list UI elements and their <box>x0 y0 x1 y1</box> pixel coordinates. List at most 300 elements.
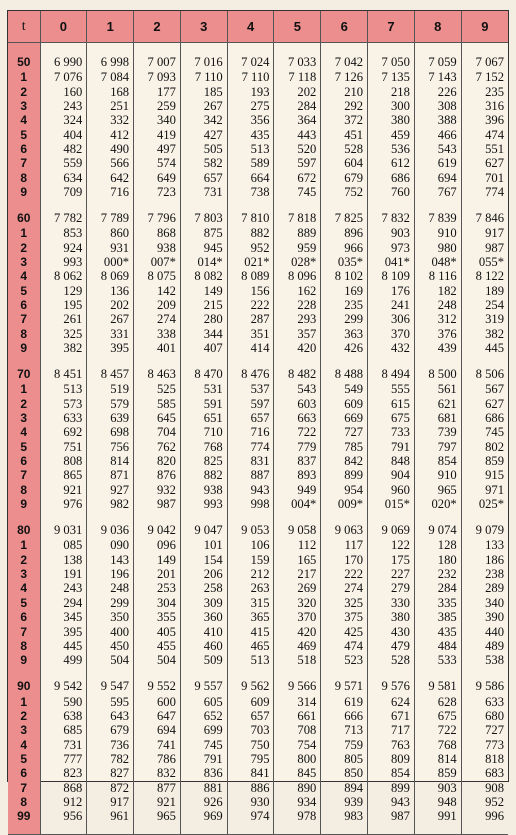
row-label-cell: 6 <box>8 454 40 468</box>
value-cell: 751 <box>40 440 87 454</box>
value-cell: 253 <box>134 581 181 595</box>
value-cell: 504 <box>87 653 134 667</box>
value-cell: 8 457 <box>87 366 134 382</box>
value-cell: 686 <box>368 170 415 184</box>
table-row <box>8 610 508 624</box>
value-cell: 894 <box>321 780 368 794</box>
value-cell: 210 <box>321 84 368 98</box>
value-cell: 149 <box>134 553 181 567</box>
value-cell: 633 <box>485 694 504 709</box>
value-cell: 284 <box>274 99 321 113</box>
spacer-cell <box>134 355 181 366</box>
table-row <box>8 766 508 780</box>
value-cell: 7 024 <box>227 54 274 70</box>
value-cell: 254 <box>485 297 504 312</box>
value-cell: 686 <box>485 411 504 426</box>
value-cell: 388 <box>414 113 461 127</box>
value-cell: 976 <box>40 497 87 511</box>
value-cell: 331 <box>87 327 134 341</box>
value-cell: 574 <box>134 156 181 170</box>
value-cell: 136 <box>87 283 134 297</box>
value-cell: 128 <box>414 538 461 552</box>
value-cell: 7 050 <box>368 54 415 70</box>
value-cell: 773 <box>485 737 504 752</box>
value-cell: 279 <box>368 581 415 595</box>
row-label-cell: 4 <box>8 737 40 751</box>
header-cell-1: 1 <box>87 11 134 43</box>
row-label-cell: 3 <box>8 411 40 425</box>
table-row <box>8 624 508 638</box>
value-cell: 248 <box>87 581 134 595</box>
value-cell: 299 <box>87 596 134 610</box>
value-cell: 340 <box>134 113 181 127</box>
spacer-cell <box>414 823 461 835</box>
value-cell: 980 <box>414 240 461 254</box>
value-cell: 9 542 <box>40 678 87 694</box>
spacer-cell <box>461 43 508 55</box>
value-cell: 419 <box>134 127 181 141</box>
value-cell: 294 <box>40 596 87 610</box>
value-cell: 459 <box>368 127 415 141</box>
value-cell: 465 <box>227 639 274 653</box>
value-cell: 435 <box>227 127 274 141</box>
value-cell: 096 <box>134 538 181 552</box>
table-row <box>8 678 508 694</box>
value-cell: 376 <box>414 327 461 341</box>
value-cell: 954 <box>321 483 368 497</box>
table-row <box>8 653 508 667</box>
value-cell: 396 <box>485 113 504 128</box>
value-cell: 998 <box>227 497 274 511</box>
value-cell: 306 <box>368 312 415 326</box>
table-row <box>8 54 508 70</box>
row-label-cell: 4 <box>8 425 40 439</box>
spacer-cell <box>8 199 40 210</box>
value-cell: 745 <box>274 185 321 199</box>
table-row <box>8 795 508 809</box>
spacer-row <box>8 511 508 522</box>
spacer-cell <box>321 667 368 678</box>
value-cell: 8 102 <box>321 269 368 283</box>
value-cell: 149 <box>180 283 227 297</box>
header-cell-4: 4 <box>227 11 274 43</box>
spacer-cell <box>134 43 181 55</box>
table-row <box>8 170 508 184</box>
spacer-cell <box>368 823 415 835</box>
value-cell: 7 033 <box>274 54 321 70</box>
value-cell: 993 <box>40 255 87 269</box>
value-cell: 267 <box>180 99 227 113</box>
row-label-cell: 60 <box>8 210 40 226</box>
value-cell: 872 <box>87 780 134 794</box>
value-cell: 8 482 <box>274 366 321 382</box>
spacer-cell <box>87 823 134 835</box>
row-label-cell: 4 <box>8 581 40 595</box>
value-cell: 156 <box>227 283 274 297</box>
spacer-cell <box>227 667 274 678</box>
value-cell: 430 <box>368 624 415 638</box>
value-cell: 520 <box>274 142 321 156</box>
log-table <box>8 11 508 835</box>
value-cell: 943 <box>368 795 415 809</box>
value-cell: 694 <box>134 723 181 737</box>
value-cell: 519 <box>87 382 134 396</box>
value-cell: 704 <box>134 425 181 439</box>
value-cell: 971 <box>485 482 504 497</box>
value-cell: 154 <box>180 553 227 567</box>
value-cell: 8 109 <box>368 269 415 283</box>
value-cell: 7 825 <box>321 210 368 226</box>
value-cell: 410 <box>180 624 227 638</box>
spacer-cell <box>227 199 274 210</box>
value-cell: 831 <box>227 454 274 468</box>
value-cell: 860 <box>87 226 134 240</box>
value-cell: 8 506 <box>475 367 504 382</box>
value-cell: 657 <box>180 170 227 184</box>
value-cell: 202 <box>87 298 134 312</box>
value-cell: 385 <box>414 610 461 624</box>
value-cell: 868 <box>134 226 181 240</box>
value-cell: 785 <box>321 440 368 454</box>
value-cell: 309 <box>180 596 227 610</box>
value-cell: 865 <box>40 468 87 482</box>
spacer-cell <box>40 355 87 366</box>
row-label-cell: 6 <box>8 142 40 156</box>
spacer-cell <box>227 823 274 835</box>
value-cell: 634 <box>40 170 87 184</box>
value-cell: 538 <box>485 653 504 668</box>
value-cell: 567 <box>485 382 504 397</box>
value-cell: 8 470 <box>180 366 227 382</box>
value-cell: 400 <box>87 624 134 638</box>
header-cell-9: 9 <box>461 11 508 43</box>
value-cell: 324 <box>40 113 87 127</box>
value-cell: 800 <box>274 752 321 766</box>
value-cell: 934 <box>274 795 321 809</box>
value-cell: 877 <box>134 780 181 794</box>
value-cell: 450 <box>87 639 134 653</box>
header-cell-7: 7 <box>368 11 415 43</box>
row-label-cell: 1 <box>8 70 40 84</box>
value-cell: 469 <box>274 639 321 653</box>
value-cell: 945 <box>180 240 227 254</box>
spacer-cell <box>8 43 40 55</box>
value-cell: 850 <box>321 766 368 780</box>
value-cell: 987 <box>485 240 504 255</box>
value-cell: 633 <box>40 411 87 425</box>
table-row <box>8 723 508 737</box>
value-cell: 760 <box>368 185 415 199</box>
spacer-cell <box>180 667 227 678</box>
value-cell: 316 <box>485 98 504 113</box>
table-row <box>8 255 508 269</box>
value-cell: 9 576 <box>368 678 415 694</box>
value-cell: 543 <box>414 142 461 156</box>
value-cell: 175 <box>368 553 415 567</box>
spacer-cell <box>87 511 134 522</box>
table-row <box>8 156 508 170</box>
value-cell: 315 <box>227 596 274 610</box>
value-cell: 275 <box>227 99 274 113</box>
value-cell: 439 <box>414 341 461 355</box>
spacer-cell <box>180 355 227 366</box>
value-cell: 117 <box>321 538 368 552</box>
value-cell: 818 <box>485 751 504 766</box>
value-cell: 489 <box>485 638 504 653</box>
value-cell: 727 <box>485 723 504 738</box>
value-cell: 585 <box>134 397 181 411</box>
table-row <box>8 84 508 98</box>
value-cell: 513 <box>227 653 274 667</box>
value-cell: 8 075 <box>134 269 181 283</box>
row-label-cell: 80 <box>8 522 40 538</box>
value-cell: 138 <box>40 553 87 567</box>
value-cell: 355 <box>134 610 181 624</box>
row-label-cell: 99 <box>8 809 40 823</box>
value-cell: 222 <box>227 298 274 312</box>
value-cell: 948 <box>414 795 461 809</box>
value-cell: 414 <box>227 341 274 355</box>
table-row <box>8 382 508 396</box>
value-cell: 014* <box>180 255 227 269</box>
value-cell: 675 <box>368 411 415 425</box>
value-cell: 745 <box>180 737 227 751</box>
value-cell: 160 <box>40 84 87 98</box>
value-cell: 243 <box>40 581 87 595</box>
spacer-cell <box>368 511 415 522</box>
value-cell: 652 <box>180 709 227 723</box>
spacer-cell <box>321 43 368 55</box>
value-cell: 890 <box>274 780 321 794</box>
value-cell: 910 <box>414 226 461 240</box>
value-cell: 657 <box>227 411 274 425</box>
value-cell: 195 <box>40 298 87 312</box>
row-label-cell: 2 <box>8 709 40 723</box>
value-cell: 7 152 <box>475 70 504 85</box>
value-cell: 917 <box>485 226 504 241</box>
value-cell: 9 557 <box>180 678 227 694</box>
value-cell: 842 <box>321 454 368 468</box>
value-cell: 232 <box>414 567 461 581</box>
value-cell: 589 <box>227 156 274 170</box>
value-cell: 899 <box>321 468 368 482</box>
value-cell: 814 <box>87 454 134 468</box>
value-cell: 7 839 <box>414 210 461 226</box>
value-cell: 185 <box>180 84 227 98</box>
value-cell: 528 <box>321 142 368 156</box>
value-cell: 642 <box>87 170 134 184</box>
value-cell: 639 <box>87 411 134 425</box>
value-cell: 8 062 <box>40 269 87 283</box>
value-cell: 165 <box>274 553 321 567</box>
spacer-cell <box>180 43 227 55</box>
value-cell: 425 <box>321 624 368 638</box>
spacer-cell <box>180 823 227 835</box>
value-cell: 736 <box>87 737 134 751</box>
value-cell: 603 <box>274 397 321 411</box>
value-cell: 202 <box>274 84 321 98</box>
spacer-cell <box>414 511 461 522</box>
value-cell: 555 <box>368 382 415 396</box>
value-cell: 651 <box>180 411 227 425</box>
value-cell: 837 <box>274 454 321 468</box>
value-cell: 482 <box>40 142 87 156</box>
value-cell: 238 <box>485 567 504 582</box>
table-row <box>8 327 508 341</box>
value-cell: 723 <box>134 185 181 199</box>
value-cell: 628 <box>414 694 461 708</box>
value-cell: 380 <box>368 610 415 624</box>
value-cell: 518 <box>274 653 321 667</box>
value-cell: 692 <box>40 425 87 439</box>
value-cell: 513 <box>40 382 87 396</box>
spacer-cell <box>461 199 508 210</box>
value-cell: 882 <box>227 226 274 240</box>
spacer-cell <box>274 199 321 210</box>
value-cell: 7 110 <box>227 70 274 84</box>
spacer-cell <box>40 511 87 522</box>
value-cell: 952 <box>227 240 274 254</box>
table-row <box>8 185 508 199</box>
value-cell: 451 <box>321 127 368 141</box>
value-cell: 679 <box>321 170 368 184</box>
value-cell: 159 <box>227 553 274 567</box>
value-cell: 699 <box>180 723 227 737</box>
value-cell: 566 <box>87 156 134 170</box>
value-cell: 335 <box>414 596 461 610</box>
value-cell: 6 998 <box>87 54 134 70</box>
spacer-cell <box>8 823 40 835</box>
spacer-cell <box>368 667 415 678</box>
table-row <box>8 454 508 468</box>
value-cell: 938 <box>134 240 181 254</box>
value-cell: 7 016 <box>180 54 227 70</box>
value-cell: 186 <box>485 552 504 567</box>
table-row <box>8 366 508 382</box>
value-cell: 7 143 <box>414 70 461 84</box>
row-label-cell: 3 <box>8 99 40 113</box>
value-cell: 763 <box>368 737 415 751</box>
value-cell: 597 <box>274 156 321 170</box>
spacer-cell <box>40 43 87 55</box>
value-cell: 543 <box>274 382 321 396</box>
value-cell: 499 <box>40 653 87 667</box>
value-cell: 533 <box>414 653 461 667</box>
value-cell: 904 <box>368 468 415 482</box>
value-cell: 713 <box>321 723 368 737</box>
value-cell: 259 <box>134 99 181 113</box>
value-cell: 561 <box>414 382 461 396</box>
value-cell: 7 782 <box>40 210 87 226</box>
row-label-cell: 8 <box>8 483 40 497</box>
value-cell: 201 <box>134 567 181 581</box>
value-cell: 802 <box>485 439 504 454</box>
value-cell: 009* <box>321 497 368 511</box>
value-cell: 820 <box>134 454 181 468</box>
value-cell: 015* <box>368 497 415 511</box>
value-cell: 8 082 <box>180 269 227 283</box>
table-row <box>8 411 508 425</box>
value-cell: 949 <box>274 483 321 497</box>
value-cell: 426 <box>321 341 368 355</box>
value-cell: 731 <box>180 185 227 199</box>
value-cell: 142 <box>134 283 181 297</box>
value-cell: 415 <box>227 624 274 638</box>
row-label-cell: 70 <box>8 366 40 382</box>
value-cell: 363 <box>321 327 368 341</box>
value-cell: 222 <box>321 567 368 581</box>
value-cell: 432 <box>368 341 415 355</box>
value-cell: 791 <box>368 440 415 454</box>
value-cell: 490 <box>87 142 134 156</box>
value-cell: 8 476 <box>227 366 274 382</box>
value-cell: 657 <box>227 709 274 723</box>
value-cell: 196 <box>87 567 134 581</box>
spacer-cell <box>414 355 461 366</box>
row-label-cell: 3 <box>8 723 40 737</box>
spacer-cell <box>274 511 321 522</box>
value-cell: 445 <box>485 341 504 356</box>
value-cell: 679 <box>87 723 134 737</box>
value-cell: 754 <box>274 737 321 751</box>
value-cell: 537 <box>227 382 274 396</box>
row-label-cell: 4 <box>8 113 40 127</box>
value-cell: 848 <box>368 454 415 468</box>
value-cell: 681 <box>414 411 461 425</box>
spacer-cell <box>274 823 321 835</box>
value-cell: 299 <box>321 312 368 326</box>
row-label-cell: 5 <box>8 440 40 454</box>
value-cell: 028* <box>274 255 321 269</box>
value-cell: 122 <box>368 538 415 552</box>
value-cell: 7 796 <box>134 210 181 226</box>
value-cell: 169 <box>321 283 368 297</box>
value-cell: 727 <box>321 425 368 439</box>
value-cell: 261 <box>40 312 87 326</box>
spacer-cell <box>40 667 87 678</box>
row-label-cell: 8 <box>8 795 40 809</box>
row-label-cell: 6 <box>8 766 40 780</box>
value-cell: 9 074 <box>414 522 461 538</box>
value-cell: 768 <box>414 737 461 751</box>
value-cell: 9 581 <box>414 678 461 694</box>
value-cell: 993 <box>180 497 227 511</box>
value-cell: 401 <box>134 341 181 355</box>
value-cell: 683 <box>485 766 504 781</box>
value-cell: 143 <box>87 553 134 567</box>
value-cell: 7 126 <box>321 70 368 84</box>
value-cell: 859 <box>414 766 461 780</box>
table-row <box>8 553 508 567</box>
row-label-cell: 9 <box>8 497 40 511</box>
value-cell: 7 846 <box>475 211 504 226</box>
value-cell: 251 <box>87 99 134 113</box>
value-cell: 666 <box>321 709 368 723</box>
value-cell: 528 <box>368 653 415 667</box>
spacer-cell <box>134 667 181 678</box>
value-cell: 717 <box>368 723 415 737</box>
value-cell: 836 <box>180 766 227 780</box>
value-cell: 9 562 <box>227 678 274 694</box>
row-label-cell: 2 <box>8 84 40 98</box>
value-cell: 579 <box>87 397 134 411</box>
value-cell: 868 <box>40 780 87 794</box>
value-cell: 370 <box>274 610 321 624</box>
value-cell: 7 007 <box>134 54 181 70</box>
value-cell: 605 <box>180 694 227 708</box>
table-row <box>8 639 508 653</box>
value-cell: 756 <box>87 440 134 454</box>
